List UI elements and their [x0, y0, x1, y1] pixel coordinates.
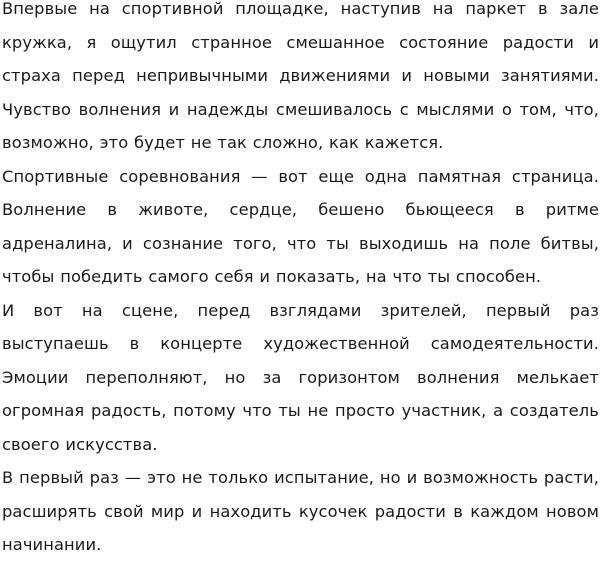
paragraph-first-time-sports-ground: Впервые на спортивной площадке, наступив на паркет в зале кружка, я ощутил странное смешанное состояние радости и страха перед непривычными движениями и новыми занятиями. Чувство волнения и надежды смешивалось с мыслями о том, что, возможно, это будет не так сложно, как кажется. — [2, 0, 599, 152]
paragraph-sports-competitions: Спортивные соревнования — вот еще одна памятная страница. Волнение в животе, сердце, бешено бьющееся в ритме адреналина, и сознание того, что ты выходишь на поле битвы, чтобы победить самого себя и показать, на что ты способен. — [2, 166, 599, 286]
paragraph-stage-performance: И вот на сцене, перед взглядами зрителей, первый раз выступаешь в концерте художественной самодеятельности. Эмоции переполняют, но за горизонтом волнения мелькает огромная радость, потому что ты не просто участник, а создатель своего искусства. — [2, 300, 599, 454]
paragraph-first-time-conclusion: В первый раз — это не только испытание, но и возможность расти, расширять свой мир и находить кусочек радости в каждом новом начинании. — [2, 468, 599, 554]
